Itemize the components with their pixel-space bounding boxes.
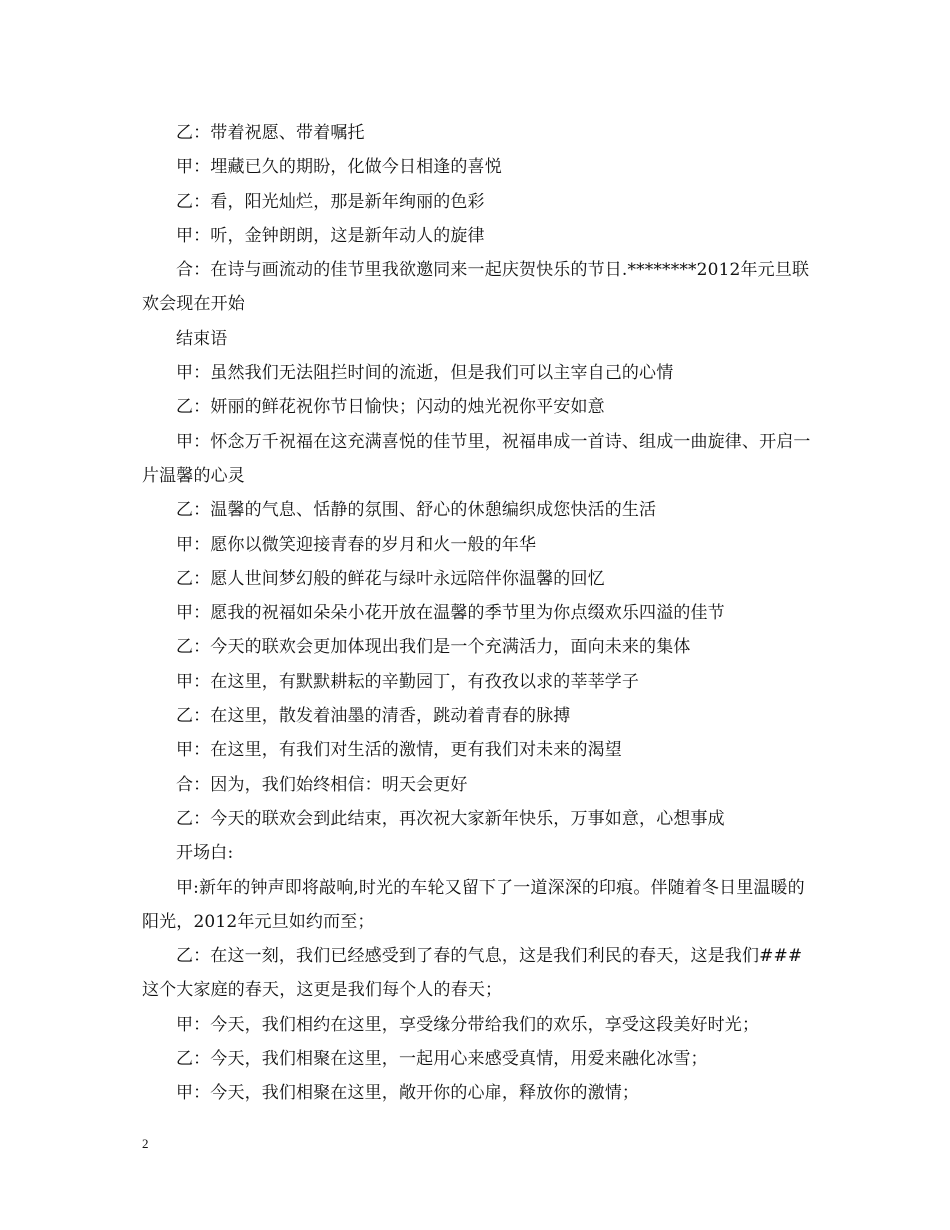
paragraph: 甲:新年的钟声即将敲响,时光的车轮又留下了一道深深的印痕。伴随着冬日里温暖的阳光，2012年元旦如约而至； bbox=[142, 877, 805, 932]
paragraph: 甲：今天，我们相约在这里，享受缘分带给我们的欢乐，享受这段美好时光； bbox=[176, 1014, 760, 1035]
paragraph: 乙：妍丽的鲜花祝你节日愉快；闪动的烛光祝你平安如意 bbox=[176, 397, 605, 418]
document-body bbox=[142, 116, 814, 1111]
paragraph: 乙：看，阳光灿烂，那是新年绚丽的色彩 bbox=[176, 191, 485, 212]
paragraph: 甲：埋藏已久的期盼，化做今日相逢的喜悦 bbox=[176, 157, 502, 178]
paragraph: 甲：今天，我们相聚在这里，敞开你的心扉，释放你的激情； bbox=[176, 1083, 640, 1104]
paragraph: 乙：在这一刻，我们已经感受到了春的气息，这是我们利民的春天，这是我们###这个大家庭的春天，这更是我们每个人的春天； bbox=[142, 946, 803, 1001]
paragraph: 乙：今天的联欢会更加体现出我们是一个充满活力，面向未来的集体 bbox=[176, 637, 691, 658]
paragraph: 甲：愿你以微笑迎接青春的岁月和火一般的年华 bbox=[176, 534, 537, 555]
paragraph: 甲：怀念万千祝福在这充满喜悦的佳节里，祝福串成一首诗、组成一曲旋律、开启一片温馨的心灵 bbox=[142, 431, 811, 486]
paragraph: 乙：在这里，散发着油墨的清香，跳动着青春的脉搏 bbox=[176, 706, 571, 727]
section-heading-closing: 结束语 bbox=[176, 328, 228, 349]
paragraph: 乙：今天，我们相聚在这里，一起用心来感受真情，用爱来融化冰雪； bbox=[176, 1049, 708, 1070]
paragraph: 乙：带着祝愿、带着嘱托 bbox=[176, 123, 365, 143]
paragraph: 乙：今天的联欢会到此结束，再次祝大家新年快乐，万事如意，心想事成 bbox=[176, 808, 725, 829]
paragraph: 甲：愿我的祝福如朵朵小花开放在温馨的季节里为你点缀欢乐四溢的佳节 bbox=[176, 603, 725, 624]
paragraph: 甲：在这里，有默默耕耘的辛勤园丁，有孜孜以求的莘莘学子 bbox=[176, 671, 640, 692]
paragraph: 甲：听，金钟朗朗，这是新年动人的旋律 bbox=[176, 225, 485, 246]
paragraph: 乙：温馨的气息、恬静的氛围、舒心的休憩编织成您快活的生活 bbox=[176, 500, 657, 521]
paragraph: 甲：在这里，有我们对生活的激情，更有我们对未来的渴望 bbox=[176, 740, 622, 761]
paragraph: 合：在诗与画流动的佳节里我欲邀同来一起庆贺快乐的节日.********2012年元旦联欢会现在开始 bbox=[142, 260, 810, 315]
paragraph: 合：因为，我们始终相信：明天会更好 bbox=[176, 774, 468, 795]
page-number: 2 bbox=[142, 1136, 149, 1151]
paragraph: 甲：虽然我们无法阻拦时间的流逝，但是我们可以主宰自己的心情 bbox=[176, 363, 674, 384]
section-heading-opening: 开场白: bbox=[176, 843, 234, 864]
paragraph: 乙：愿人世间梦幻般的鲜花与绿叶永远陪伴你温馨的回忆 bbox=[176, 568, 605, 589]
